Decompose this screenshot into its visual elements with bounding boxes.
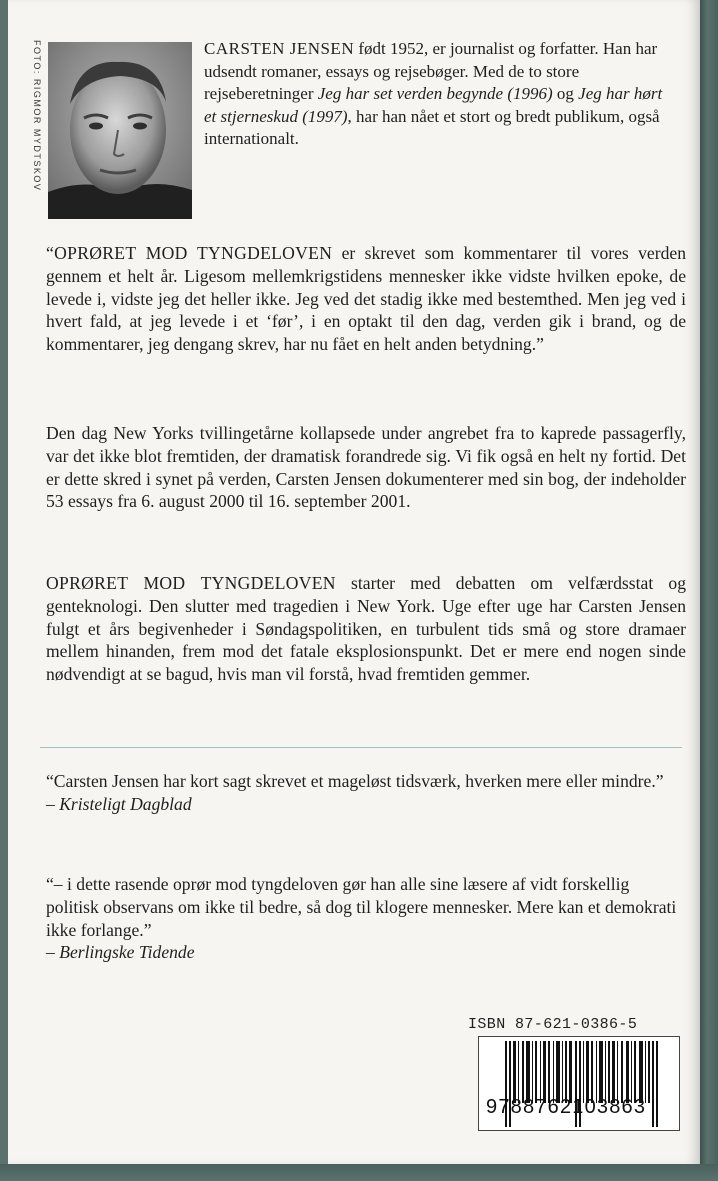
summary-text: starter med debatten om velfærdsstat og genteknologi. Den slutter med tragedien i New York. Uge efter uge har Carsten Jensen fulgt et års begivenheder i Søndagspolitiken, en turbulent tids små og store dramaer mellem hinanden, frem mod det fatale eksplosionspunkt. Det er mere end nogen sinde nødvendigt at se bagud, hvis man vil forstå, hvad fremtiden gemmer. xyxy=(46,573,686,685)
cover-edge xyxy=(700,0,718,1181)
review-2 xyxy=(46,873,686,964)
intro-quote xyxy=(46,242,686,356)
summary-paragraph xyxy=(46,572,686,686)
author-photo xyxy=(48,42,192,219)
review-1 xyxy=(46,770,686,816)
cover-bottom-edge xyxy=(0,1164,718,1181)
divider xyxy=(40,747,682,748)
review-2-quote: “– i dette rasende oprør mod tyngdeloven gør han alle sine læsere af vidt forskellig politisk observans om ikke til bedre, så dog til klogere mennesker. Mere kan et demokrati ikke forlange.” xyxy=(46,874,677,940)
barcode-number: 9788762103863 xyxy=(486,1096,647,1118)
author-name: CARSTEN JENSEN xyxy=(204,39,355,58)
book-title-2: Jeg har hørt et stjerneskud (1997) xyxy=(204,84,663,126)
description-paragraph: Den dag New Yorks tvillingetårne kollapsede under angrebet fra to kaprede passagerfly, var det ikke blot fremtiden, der dramatisk forandrede sig. Vi fik også en helt ny fortid. Det er dette skred i synet på verden, Carsten Jensen dokumenterer med sin bog, der indeholder 53 essays fra 6. august 2000 til 16. september 2001. xyxy=(46,423,686,512)
review-2-source: – Berlingske Tidende xyxy=(46,942,195,963)
book-title-1: Jeg har set verden begynde (1996) xyxy=(317,84,553,103)
bio-text-1: født 1952, er journalist og forfatter. Han har udsendt romaner, essays og rejsebøger. Med de to store rejseberetninger xyxy=(204,39,658,103)
photo-credit: FOTO: RIGMOR MYDTSKOV xyxy=(32,40,42,192)
summary-title: OPRØRET MOD TYNGDELOVEN xyxy=(46,573,336,593)
review-1-source: – Kristeligt Dagblad xyxy=(46,793,192,814)
review-1-quote: “Carsten Jensen har kort sagt skrevet et mageløst tidsværk, hverken mere eller mindre.” xyxy=(46,771,664,791)
intro-quote-text: er skrevet som kommentarer til vores verden gennem et helt år. Ligesom mellemkrigstidens mennesker ikke vidste hvilken epoke, de levede i, vidste jeg det heller ikke. Jeg ved det stadig ikke med bestemthed. Men jeg ved i hvert fald, at jeg levede i et ‘før’, i en optakt til den dag, verden gik i brand, og de kommentarer, jeg dengang skrev, har nu fået en helt anden betydning.” xyxy=(46,243,687,355)
bio-text-2: og xyxy=(552,84,579,103)
author-bio xyxy=(204,38,674,151)
bio-text-3: , har han nået et stort og bredt publikum, også internationalt. xyxy=(204,106,660,148)
isbn-label: ISBN 87-621-0386-5 xyxy=(468,1016,638,1033)
intro-quote-title: “OPRØRET MOD TYNGDELOVEN xyxy=(46,243,333,263)
